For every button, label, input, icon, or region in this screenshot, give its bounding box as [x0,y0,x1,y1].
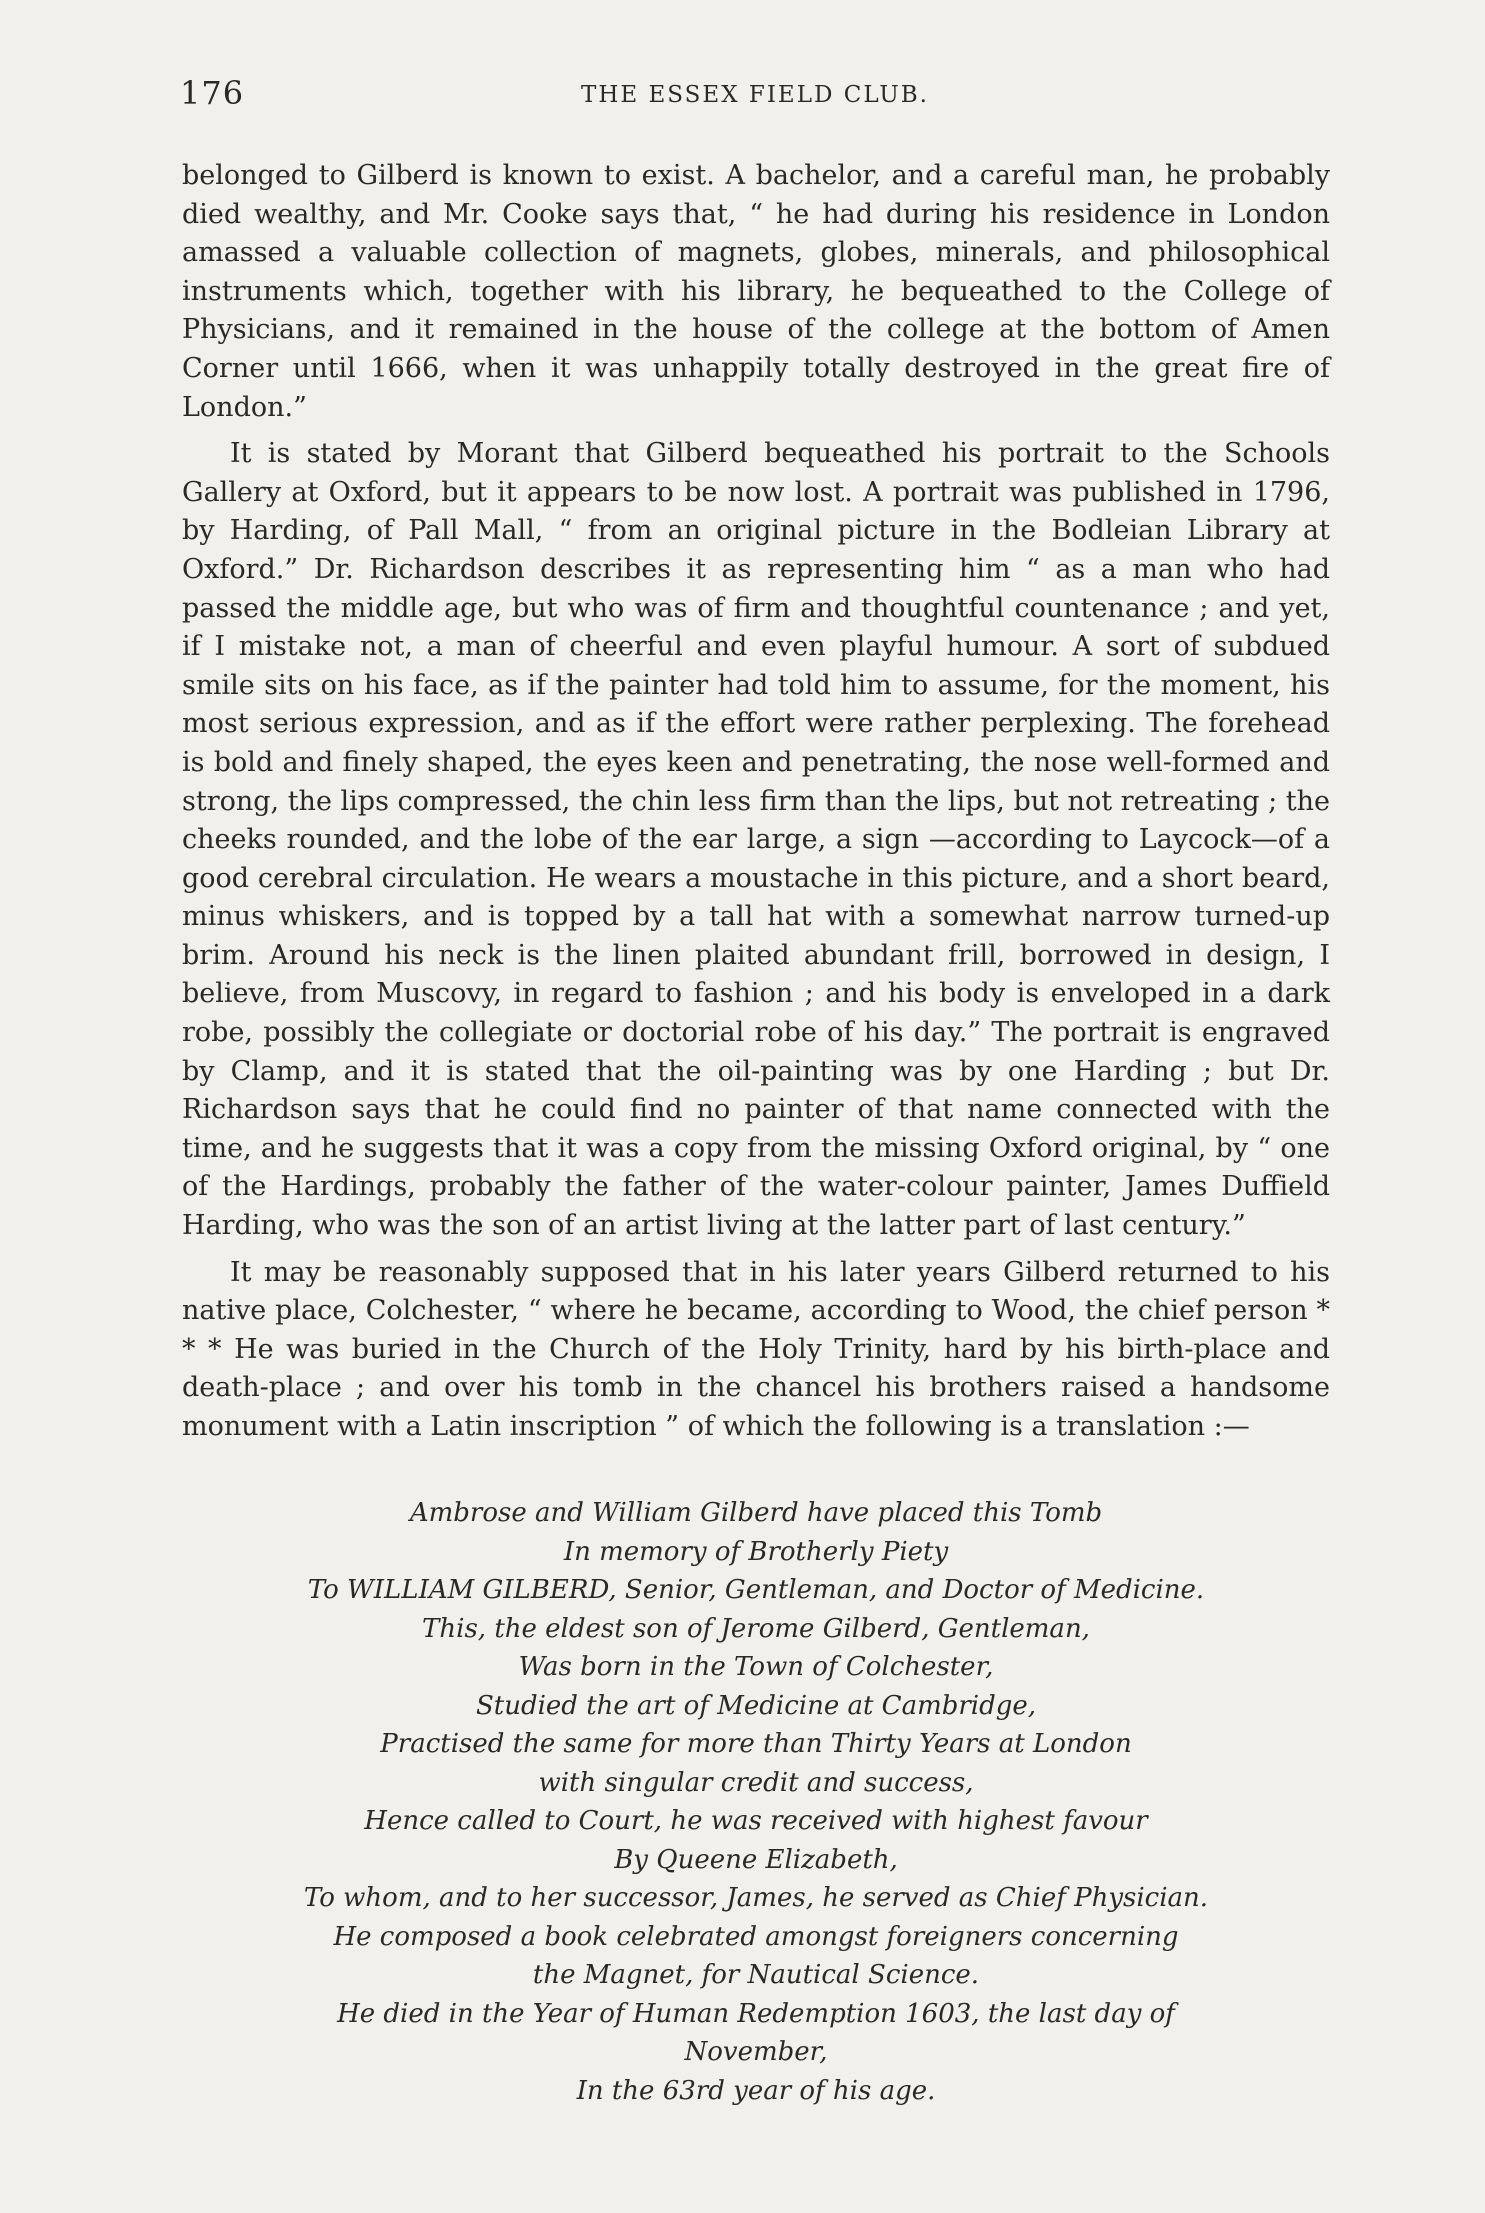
inscription-line: This, the eldest son of Jerome Gilberd, Gentleman, [422,1613,1090,1644]
body-text [182,157,1330,1447]
inscription-line: Ambrose and William Gilberd have placed this Tomb [409,1498,1103,1528]
inscription-line: In the 63rd year of his age. [576,2075,936,2106]
inscription-line: Studied the art of Medicine at Cambridge, [475,1690,1037,1721]
inscription-line: Was born in the Town of Colchester, [518,1652,994,1682]
inscription-line: the Magnet, for Nautical Science. [532,1960,980,1990]
inscription-line: Practised the same for more than Thirty Years at London [380,1729,1132,1759]
paragraph: It is stated by Morant that Gilberd bequeathed his portrait to the Schools Gallery at Oxford, but it appears to be now lost. A portrait was published in 1796, by Harding, of Pall Mall, “ from an original picture in the Bodleian Library at Oxford.” Dr. Richardson describes it as representing him “ as a man who had passed the middle age, but who was of firm and thoughtful countenance ; and yet, if I mistake not, a man of cheerful and even playful humour. A sort of subdued smile sits on his face, as if the painter had told him to assume, for the moment, his most serious expression, and as if the effort were rather perplexing. The forehead is bold and finely shaped, the eyes keen and penetrating, the nose well-formed and strong, the lips compressed, the chin less firm than the lips, but not retreating ; the cheeks rounded, and the lobe of the ear large, a sign —according to Laycock—of a good cerebral circulation. He wears a moustache in this picture, and a short beard, minus whiskers, and is topped by a tall hat with a somewhat narrow turned-up brim. Around his neck is the linen plaited abundant frill, borrowed in design, I believe, from Muscovy, in regard to fashion ; and his body is enveloped in a dark robe, possibly the collegiate or doctorial robe of his day.” The portrait is engraved by Clamp, and it is stated that the oil-painting was by one Harding ; but Dr. Richardson says that he could find no painter of that name connected with the time, and he suggests that it was a copy from the missing Oxford original, by “ one of the Hardings, probably the father of the water-colour painter, James Duffield Harding, who was the son of an artist living at the latter part of last century.” [182,438,1330,1242]
inscription-line: November, [684,2037,828,2067]
page-number: 176 [180,74,245,112]
inscription-line: Hence called to Court, he was received with highest favour [364,1806,1148,1836]
paragraph: belonged to Gilberd is known to exist. A bachelor, and a careful man, he probably died wealthy, and Mr. Cooke says that, “ he had during his residence in London amassed a valuable collection of magnets, globes, minerals, and philosophical instruments which, together with his library, he bequeathed to the College of Physicians, and it remained in the house of the college at the bottom of Amen Corner until 1666, when it was unhappily totally destroyed in the great fire of London.” [182,160,1330,423]
inscription-line: To WILLIAM GILBERD, Senior, Gentleman, and Doctor of Medicine. [307,1575,1205,1605]
inscription-line: In memory of Brotherly Piety [563,1536,949,1567]
tomb-inscription [182,1494,1330,2110]
page-header [180,74,1330,118]
inscription-line: To whom, and to her successor, James, he served as Chief Physician. [303,1883,1209,1913]
running-head: THE ESSEX FIELD CLUB. [581,82,929,108]
inscription-line: By Queene Elizabeth, [614,1844,898,1875]
inscription-line: He composed a book celebrated amongst foreigners concerning [333,1921,1179,1952]
paragraph: It may be reasonably supposed that in his later years Gilberd returned to his native place, Colchester, “ where he became, according to Wood, the chief person * * * He was buried in the Church of the Holy Trinity, hard by his birth-place and death-place ; and over his tomb in the chancel his brothers raised a handsome monument with a Latin inscription ” of which the following is a translation :— [182,1256,1330,1442]
inscription-line: He died in the Year of Human Redemption 1603, the last day of [337,1998,1175,2029]
inscription-line: with singular credit and success, [538,1767,974,1798]
